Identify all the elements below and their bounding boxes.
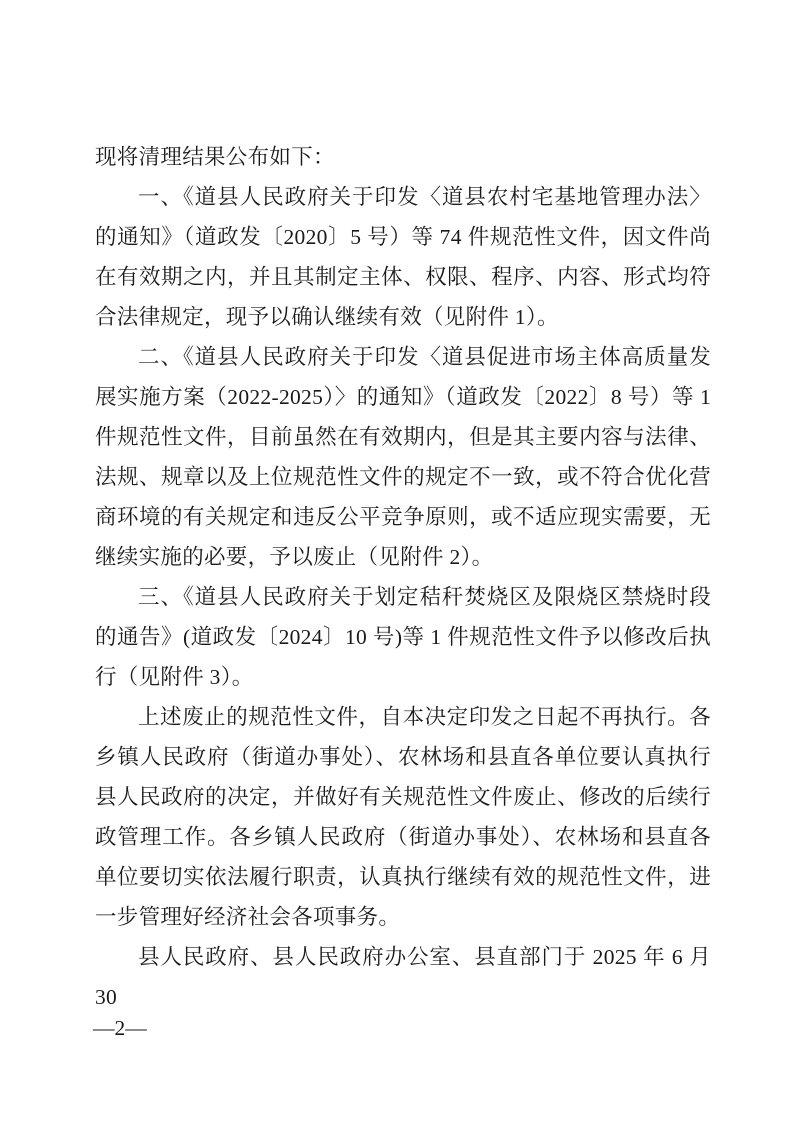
page-content	[95, 137, 711, 1017]
paragraph-item-2: 二、《道县人民政府关于印发〈道县促进市场主体高质量发展实施方案（2022-2025）〉的通知》（道政发〔2022〕8 号）等 1 件规范性文件，目前虽然在有效期内，但是其主要内容与法律、法规、规章以及上位规范性文件的规定不一致，或不符合优化营商环境的有关规定和违反公平竞争原则，或不适应现实需要，无继续实施的必要，予以废止（见附件 2）。	[95, 345, 711, 569]
intro-line: 现将清理结果公布如下：	[95, 145, 335, 169]
paragraph-item-1: 一、《道县人民政府关于印发〈道县农村宅基地管理办法〉的通知》（道政发〔2020〕5 号）等 74 件规范性文件，因文件尚在有效期之内，并且其制定主体、权限、程序、内容、形式均符合法律规定，现予以确认继续有效（见附件 1）。	[95, 185, 711, 329]
paragraph-item-4: 上述废止的规范性文件，自本决定印发之日起不再执行。各乡镇人民政府（街道办事处）、农林场和县直各单位要认真执行县人民政府的决定，并做好有关规范性文件废止、修改的后续行政管理工作。各乡镇人民政府（街道办事处）、农林场和县直各单位要切实依法履行职责，认真执行继续有效的规范性文件，进一步管理好经济社会各项事务。	[95, 705, 711, 929]
paragraph-item-3: 三、《道县人民政府关于划定秸秆焚烧区及限烧区禁烧时段的通告》(道政发〔2024〕10 号)等 1 件规范性文件予以修改后执行（见附件 3）。	[95, 585, 711, 689]
paragraph-item-5: 县人民政府、县人民政府办公室、县直部门于 2025 年 6 月 30	[95, 945, 711, 1009]
page-number: —2—	[93, 1016, 147, 1040]
